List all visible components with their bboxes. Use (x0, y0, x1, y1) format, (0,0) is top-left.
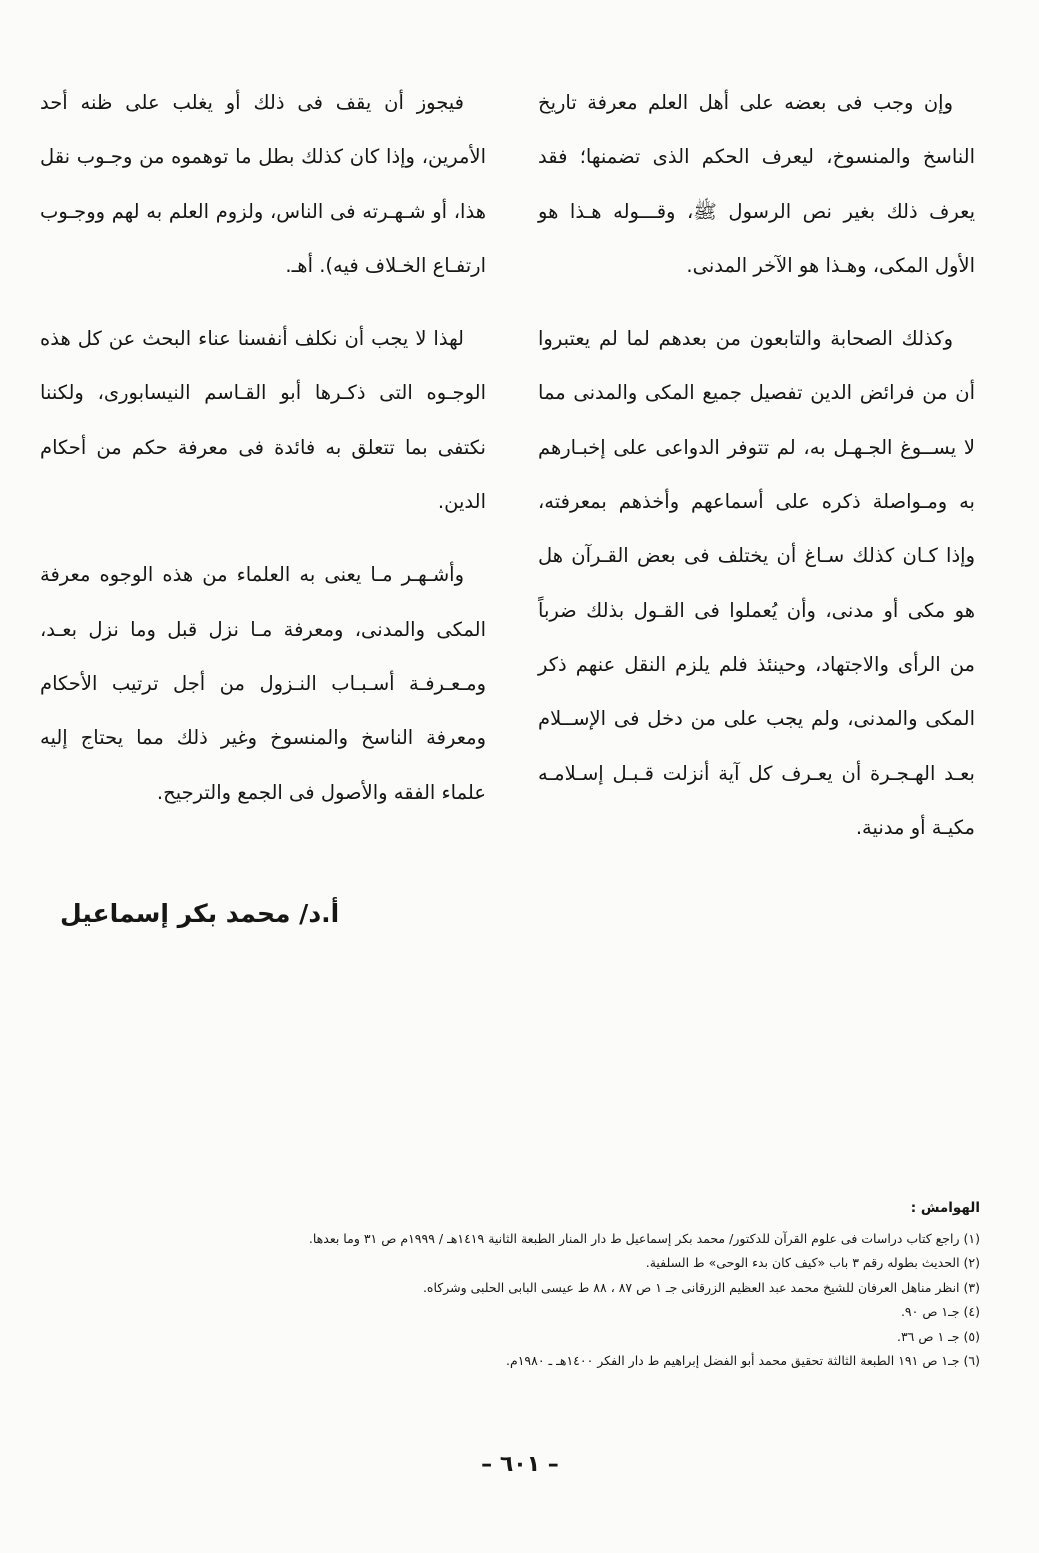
footnote: (٢) الحديث بطوله رقم ٣ باب «كيف كان بدء الوحى» ط السلفية. (645, 1255, 980, 1270)
paragraph: لهذا لا يجب أن نكلف أنفسنا عناء البحث عن كل هذه الوجـوه التى ذكـرها أبو القـاسم النيسابورى، ولكننا نكتفى بما تتعلق به فائدة فى معرفة حكم من أحكام الدين. (40, 327, 486, 514)
author-signature: أ.د/ محمد بكر إسماعيل (60, 899, 340, 928)
paragraph: وأشـهـر مـا يعنى به العلماء من هذه الوجوه معرفة المكى والمدنى، ومعرفة مـا نزل قبل وما نزل بعـد، ومـعـرفـة أسـبـاب النـزول من أجل ترتيب الأحكام ومعرفة الناسخ والمنسوخ وغير ذلك مما يحتاج إليه علماء الفقه والأصول فى الجمع والترجيح. (40, 563, 486, 804)
paragraph: وإن وجب فى بعضه على أهل العلم معرفة تاريخ الناسخ والمنسوخ، ليعرف الحكم الذى تضمنها؛ فقد يعرف ذلك بغير نص الرسول ﷺ، وقـــوله هـذا هو الأول المكى، وهـذا هو الآخر المدنى. (538, 91, 975, 277)
footnotes-heading: الهوامش : (910, 1200, 980, 1216)
footnote: (٦) جـ١ ص ١٩١ الطبعة الثالثة تحقيق محمد أبو الفضل إبراهيم ط دار الفكر ١٤٠٠هـ ـ ١٩٨٠م. (506, 1353, 980, 1368)
paragraph: فيجوز أن يقف فى ذلك أو يغلب على ظنه أحد الأمرين، وإذا كان كذلك بطل ما توهموه من وجـوب نقل هذا، أو شـهـرته فى الناس، ولزوم العلم به لهم ووجـوب ارتفـاع الخـلاف فيه). أهـ. (40, 91, 486, 277)
footnotes-section (140, 1196, 980, 1374)
footnote: (٤) جـ١ ص ٩٠. (900, 1304, 980, 1319)
page-number: – ٦٠١ – (481, 1452, 559, 1477)
footnote: (١) راجع كتاب دراسات فى علوم القرآن للدكتور/ محمد بكر إسماعيل ط دار المنار الطبعة الثانية ١٤١٩هـ / ١٩٩٩م ص ٣١ وما بعدها. (308, 1230, 980, 1246)
footnote: (٣) انظر مناهل العرفان للشيخ محمد عبد العظيم الزرقانى جـ ١ ص ٨٧ ، ٨٨ ط عيسى البابى الحلبى وشركاه. (422, 1279, 980, 1295)
footnote: (٥) جـ ١ ص ٣٦. (896, 1328, 980, 1344)
left-text-column (40, 76, 486, 839)
paragraph: وكذلك الصحابة والتابعون من بعدهم لما لم يعتبروا أن من فرائض الدين تفصيل جميع المكى والمدنى مما لا يســوغ الجـهـل به، لم تتوفر الدواعى على إخبـارهم به ومـواصلة ذكره على أسماعهم وأخذهم بمعرفته، وإذا كـان كذلك سـاغ أن يختلف فى بعض القـرآن هل هو مكى أو مدنى، وأن يُعملوا فى القـول بذلك ضرباً من الرأى والاجتهاد، وحينئذ فلم يلزم النقل عنهم ذكر المكى والمدنى، ولم يجب على من دخل فى الإســلام بعـد الهـجـرة أن يعـرف كل آية أنزلت قـبـل إسـلامـه مكيـة أو مدنية. (538, 327, 975, 839)
right-text-column (538, 76, 975, 874)
